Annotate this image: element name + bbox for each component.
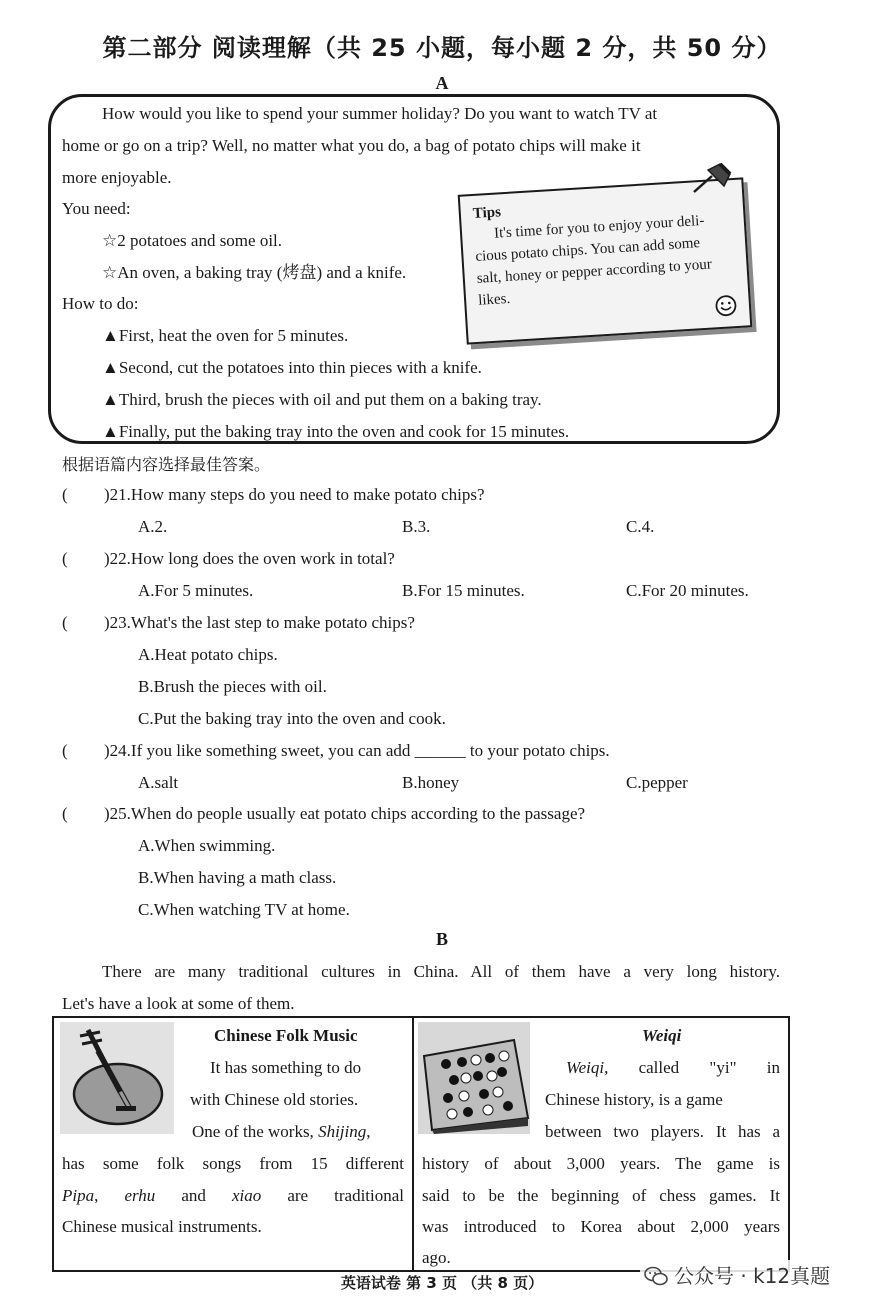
option-24-c: C.pepper xyxy=(626,773,688,792)
how-to-label: How to do: xyxy=(62,294,139,313)
section-a-label: A xyxy=(435,73,449,93)
option-22-c: C.For 20 minutes. xyxy=(626,581,749,600)
section-b-intro-line-1: There are many traditional cultures in China. All of them have a very long history. xyxy=(102,962,780,981)
tips-heading: Tips xyxy=(472,204,502,222)
weiqi-board-illustration xyxy=(418,1022,530,1134)
folk-music-line-2: with Chinese old stories. xyxy=(190,1090,359,1109)
option-25-a: A.When swimming. xyxy=(138,836,276,855)
you-need-label: You need: xyxy=(62,199,131,218)
option-23-a: A.Heat potato chips. xyxy=(138,645,278,664)
weiqi-line-7: ago. xyxy=(422,1248,451,1267)
step-4: ▲Finally, put the baking tray into the oven and cook for 15 minutes. xyxy=(102,422,570,441)
answer-blank-22[interactable]: ( xyxy=(62,549,68,568)
option-21-a: A.2. xyxy=(138,517,168,536)
tips-note xyxy=(458,177,753,344)
question-21: )21.How many steps do you need to make potato chips? xyxy=(104,485,485,504)
question-25: )25.When do people usually eat potato chips according to the passage? xyxy=(104,804,586,823)
watermark-text: 公众号 · k12真题 xyxy=(674,1264,831,1288)
culture-table-divider xyxy=(412,1016,414,1272)
option-21-b: B.3. xyxy=(402,517,431,536)
pushpin-icon xyxy=(690,160,738,196)
option-22-b: B.For 15 minutes. xyxy=(402,581,525,600)
weiqi-title: Weiqi xyxy=(642,1026,682,1045)
answer-blank-23[interactable]: ( xyxy=(62,613,68,632)
answer-blank-21[interactable]: ( xyxy=(62,485,68,504)
folk-music-line-6: Chinese musical instruments. xyxy=(62,1217,262,1236)
folk-music-title: Chinese Folk Music xyxy=(214,1026,358,1045)
weiqi-line-5: said to be the beginning of chess games. It xyxy=(422,1186,780,1205)
folk-music-line-1: It has something to do xyxy=(210,1058,362,1077)
option-25-c: C.When watching TV at home. xyxy=(138,900,350,919)
weiqi-line-3: between two players. It has a xyxy=(545,1122,780,1141)
watermark xyxy=(640,1260,834,1292)
option-24-a: A.salt xyxy=(138,773,179,792)
tips-line-4: likes. xyxy=(477,290,511,309)
instruction: 根据语篇内容选择最佳答案。 xyxy=(62,455,271,474)
weiqi-line-4: history of about 3,000 years. The game is xyxy=(422,1154,780,1173)
page-footer: 英语试卷 第 3 页 （共 8 页） xyxy=(340,1274,544,1292)
page-title: 第二部分 阅读理解（共 25 小题，每小题 2 分，共 50 分） xyxy=(102,34,782,62)
section-b-label: B xyxy=(435,929,448,949)
passage-a-intro-line-1: How would you like to spend your summer holiday? Do you want to watch TV at xyxy=(102,104,658,123)
pipa-illustration xyxy=(60,1022,174,1134)
section-b-intro-line-2: Let's have a look at some of them. xyxy=(62,994,295,1013)
passage-a-intro-line-2: home or go on a trip? Well, no matter what you do, a bag of potato chips will make it xyxy=(62,136,641,155)
option-21-c: C.4. xyxy=(626,517,655,536)
weiqi-line-1: Weiqi, called "yi" in xyxy=(566,1058,780,1077)
option-22-a: A.For 5 minutes. xyxy=(138,581,254,600)
option-25-b: B.When having a math class. xyxy=(138,868,337,887)
weiqi-line-6: was introduced to Korea about 2,000 years xyxy=(422,1217,780,1236)
step-2: ▲Second, cut the potatoes into thin pieces with a knife. xyxy=(102,358,482,377)
tips-line-2: cious potato chips. You can add some xyxy=(475,235,701,265)
folk-music-line-3: One of the works, Shijing, xyxy=(192,1122,371,1141)
answer-blank-24[interactable]: ( xyxy=(62,741,68,760)
step-1: ▲First, heat the oven for 5 minutes. xyxy=(102,326,349,345)
need-item-2: ☆An oven, a baking tray (烤盘) and a knife. xyxy=(102,263,407,282)
step-3: ▲Third, brush the pieces with oil and put them on a baking tray. xyxy=(102,390,542,409)
option-23-c: C.Put the baking tray into the oven and cook. xyxy=(138,709,446,728)
question-22: )22.How long does the oven work in total? xyxy=(104,549,395,568)
smiley-icon xyxy=(714,294,737,317)
folk-music-line-5: Pipa, erhu and xiao are traditional xyxy=(62,1186,405,1205)
tips-line-3: salt, honey or pepper according to your xyxy=(476,256,713,287)
folk-music-line-4: has some folk songs from 15 different xyxy=(62,1154,404,1173)
tips-line-1: It's time for you to enjoy your deli- xyxy=(493,212,705,242)
answer-blank-25[interactable]: ( xyxy=(62,804,68,823)
weiqi-line-2: Chinese history, is a game xyxy=(545,1090,723,1109)
passage-a-intro-line-3: more enjoyable. xyxy=(62,168,172,187)
question-23: )23.What's the last step to make potato chips? xyxy=(104,613,415,632)
option-24-b: B.honey xyxy=(402,773,460,792)
option-23-b: B.Brush the pieces with oil. xyxy=(138,677,327,696)
need-item-1: ☆2 potatoes and some oil. xyxy=(102,231,283,250)
wechat-icon xyxy=(644,1266,668,1286)
question-24: )24.If you like something sweet, you can add ______ to your potato chips. xyxy=(104,741,610,760)
